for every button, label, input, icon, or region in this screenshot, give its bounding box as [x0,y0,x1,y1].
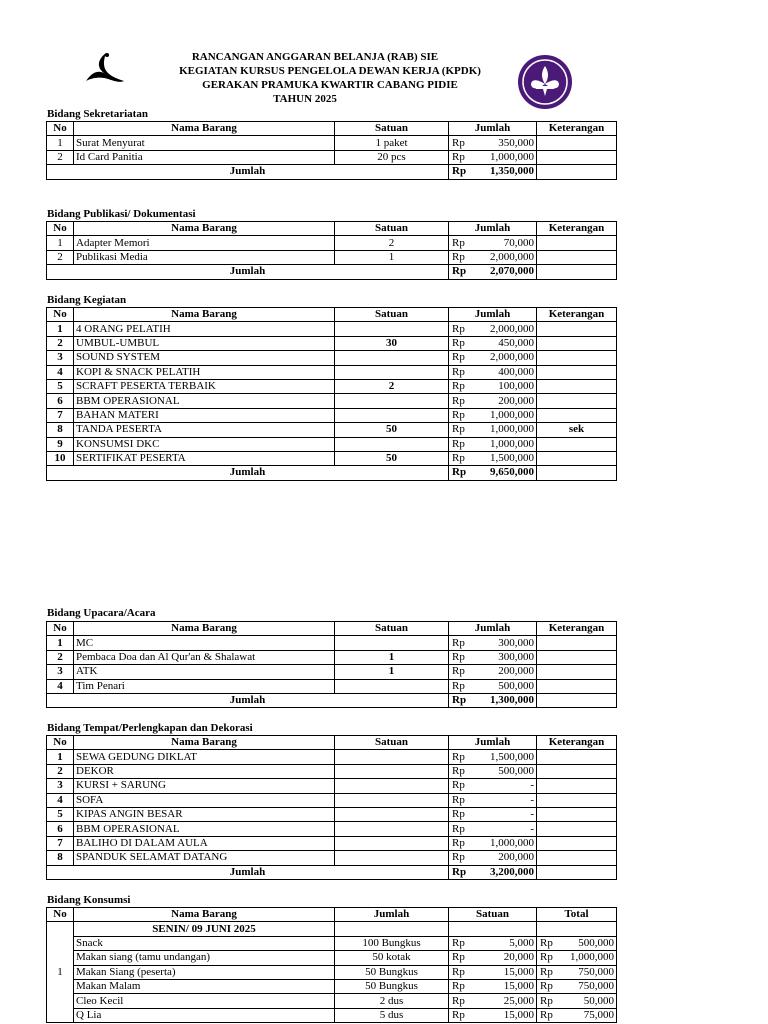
table-row: 2 Id Card Panitia 20 pcs Rp 1,000,000 [47,150,617,164]
table-row: Makan siang (tamu undangan) 50 kotak Rp 20,000 Rp 1,000,000 [47,951,617,965]
table-row: 4 SOFA Rp - [47,793,617,807]
table-row: 1 SEWA GEDUNG DIKLAT Rp 1,500,000 [47,750,617,764]
table-row: 1 4 ORANG PELATIH Rp 2,000,000 [47,322,617,336]
table-kegiatan: No Nama Barang Satuan Jumlah Keterangan 1 4 ORANG PELATIH Rp 2,000,000 2 UMBUL-UMBUL 30 Rp 450,000 3 SOUND SYSTEM Rp 2,000,000 4 KOPI & SNACK PELATIH Rp 400,000 5 SCRAFT PESERTA TERBAIK 2 Rp 100,000 6 BBM OPERASIONAL Rp 200,000 7 BAHAN MATERI Rp 1,000,000 8 TANDA PESERTA 50 Rp 1,000,000 sek 9 KONSUMSI DKC Rp 1,000,000 10 SERTIFIKAT PESERTA 50 Rp 1,500,000 Jumlah Rp 9,650,000 [46,307,617,481]
header-line-3: GERAKAN PRAMUKA KWARTIR CABANG PIDIE [202,79,458,91]
table-row: Makan Siang (peserta) 50 Bungkus Rp 15,000 Rp 750,000 [47,965,617,979]
section-title-publikasi: Bidang Publikasi/ Dokumentasi [47,208,196,220]
header-line-4: TAHUN 2025 [273,93,337,105]
table-row: 3 SOUND SYSTEM Rp 2,000,000 [47,351,617,365]
table-row: 5 SCRAFT PESERTA TERBAIK 2 Rp 100,000 [47,379,617,393]
header-line-2: KEGIATAN KURSUS PENGELOLA DEWAN KERJA (KPDK) [179,65,481,77]
table-row: 3 ATK 1 Rp 200,000 [47,665,617,679]
table-row: 4 Tim Penari Rp 500,000 [47,679,617,693]
tunas-kelapa-logo [78,51,126,89]
total-row: Jumlah Rp 2,070,000 [47,265,617,279]
total-row: Jumlah Rp 9,650,000 [47,466,617,480]
col-jumlah: Jumlah [449,122,537,136]
table-upacara: No Nama Barang Satuan Jumlah Keterangan 1 MC Rp 300,000 2 Pembaca Doa dan Al Qur'an & Shalawat 1 Rp 300,000 3 ATK 1 Rp 200,000 4 Tim Penari Rp 500,000 Jumlah Rp 1,300,000 [46,621,617,708]
table-row: Snack 100 Bungkus Rp 5,000 Rp 500,000 [47,936,617,950]
col-nama: Nama Barang [74,122,335,136]
section-title-sekretariatan: Bidang Sekretariatan [47,108,148,120]
table-row: 6 BBM OPERASIONAL Rp 200,000 [47,394,617,408]
table-row: 7 BALIHO DI DALAM AULA Rp 1,000,000 [47,836,617,850]
table-tempat: No Nama Barang Satuan Jumlah Keterangan 1 SEWA GEDUNG DIKLAT Rp 1,500,000 2 DEKOR Rp 500,000 3 KURSI + SARUNG Rp - 4 SOFA Rp - 5 KIPAS ANGIN BESAR Rp - 6 BBM OPERASIONAL Rp - 7 BALIHO DI DALAM AULA Rp 1,000,000 8 SPANDUK SELAMAT DATANG Rp 200,000 Jumlah Rp 3,200,000 [46,735,617,880]
table-row: 8 TANDA PESERTA 50 Rp 1,000,000 sek [47,423,617,437]
table-row: 6 BBM OPERASIONAL Rp - [47,822,617,836]
col-satuan: Satuan [335,122,449,136]
wosm-emblem-logo [516,54,574,110]
day-header-row: 1 SENIN/ 09 JUNI 2025 [47,922,617,936]
table-row: 8 SPANDUK SELAMAT DATANG Rp 200,000 [47,851,617,865]
table-row: 5 KIPAS ANGIN BESAR Rp - [47,807,617,821]
table-konsumsi: No Nama Barang Jumlah Satuan Total 1 SENIN/ 09 JUNI 2025 Snack 100 Bungkus Rp 5,000 Rp 500,000 Makan siang (tamu undangan) 50 kotak Rp 20,000 Rp 1,000,000 Makan Siang (peserta) 50 Bungkus Rp 15,000 Rp 750,000 Makan Malam 50 Bungkus Rp 15,000 Rp 750,000 Cleo Kecil 2 dus Rp 25,000 Rp 50,000 Q Lia 5 dus Rp 15,000 Rp 75,000 [46,907,617,1023]
table-row: 9 KONSUMSI DKC Rp 1,000,000 [47,437,617,451]
section-title-kegiatan: Bidang Kegiatan [47,294,127,306]
section-title-tempat: Bidang Tempat/Perlengkapan dan Dekorasi [47,722,253,734]
table-row: 1 Adapter Memori 2 Rp 70,000 [47,236,617,250]
total-row: Jumlah Rp 1,350,000 [47,165,617,179]
table-row: 7 BAHAN MATERI Rp 1,000,000 [47,408,617,422]
section-title-upacara: Bidang Upacara/Acara [47,607,156,619]
table-row: 2 UMBUL-UMBUL 30 Rp 450,000 [47,336,617,350]
table-row: 2 Pembaca Doa dan Al Qur'an & Shalawat 1 Rp 300,000 [47,650,617,664]
table-row: Cleo Kecil 2 dus Rp 25,000 Rp 50,000 [47,994,617,1008]
table-row: 2 DEKOR Rp 500,000 [47,764,617,778]
total-row: Jumlah Rp 3,200,000 [47,865,617,879]
header-line-1: RANCANGAN ANGGARAN BELANJA (RAB) SIE [191,51,439,63]
table-row: Makan Malam 50 Bungkus Rp 15,000 Rp 750,000 [47,979,617,993]
table-publikasi: No Nama Barang Satuan Jumlah Keterangan 1 Adapter Memori 2 Rp 70,000 2 Publikasi Media 1 Rp 2,000,000 Jumlah Rp 2,070,000 [46,221,617,280]
table-row: 2 Publikasi Media 1 Rp 2,000,000 [47,250,617,264]
col-no: No [47,122,74,136]
section-title-konsumsi: Bidang Konsumsi [47,894,131,906]
table-row: 4 KOPI & SNACK PELATIH Rp 400,000 [47,365,617,379]
table-sekretariatan [46,121,617,180]
total-row: Jumlah Rp 1,300,000 [47,693,617,707]
table-row: 1 Surat Menyurat 1 paket Rp 350,000 [47,136,617,150]
table-row: Q Lia 5 dus Rp 15,000 Rp 75,000 [47,1008,617,1022]
table-row: 3 KURSI + SARUNG Rp - [47,779,617,793]
table-row: 1 MC Rp 300,000 [47,636,617,650]
col-ket: Keterangan [537,122,617,136]
table-row: 10 SERTIFIKAT PESERTA 50 Rp 1,500,000 [47,451,617,465]
